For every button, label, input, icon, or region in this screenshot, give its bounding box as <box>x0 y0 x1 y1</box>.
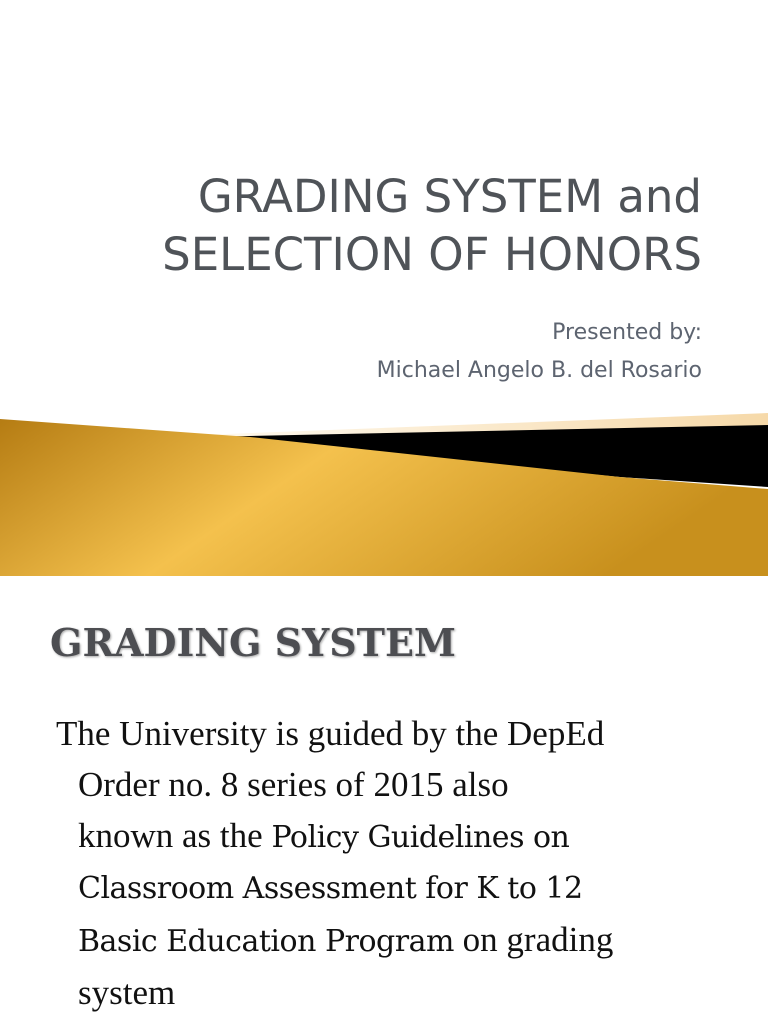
content-body <box>56 708 746 1018</box>
policy-title-part-2: Classroom Assessment for K to 12 <box>78 871 583 906</box>
slide-subtitle <box>102 314 702 390</box>
content-heading: GRADING SYSTEM <box>50 620 456 665</box>
policy-title-part-3: Basic Education Program <box>78 924 454 959</box>
body-line-2: Order no. 8 series of 2015 also <box>78 765 509 804</box>
slide-title-line-2: SELECTION OF HONORS <box>162 228 702 281</box>
decorative-gold-band <box>0 405 768 576</box>
body-line-3 <box>56 810 746 863</box>
content-slide <box>0 576 768 1024</box>
slide-title-line-1: GRADING SYSTEM and <box>197 170 702 223</box>
policy-title-part-1: Policy Guidelines on <box>271 820 570 855</box>
slide-title <box>22 168 702 284</box>
body-line-1: The University is guided by the DepEd <box>56 714 605 753</box>
body-line-5 <box>56 914 746 967</box>
presented-by-label: Presented by: <box>552 320 702 345</box>
body-line-3-plain: known as the <box>78 816 272 855</box>
body-line-5-plain: on grading <box>453 920 614 959</box>
body-line-6: system <box>78 973 176 1012</box>
presenter-name: Michael Angelo B. del Rosario <box>376 358 702 383</box>
